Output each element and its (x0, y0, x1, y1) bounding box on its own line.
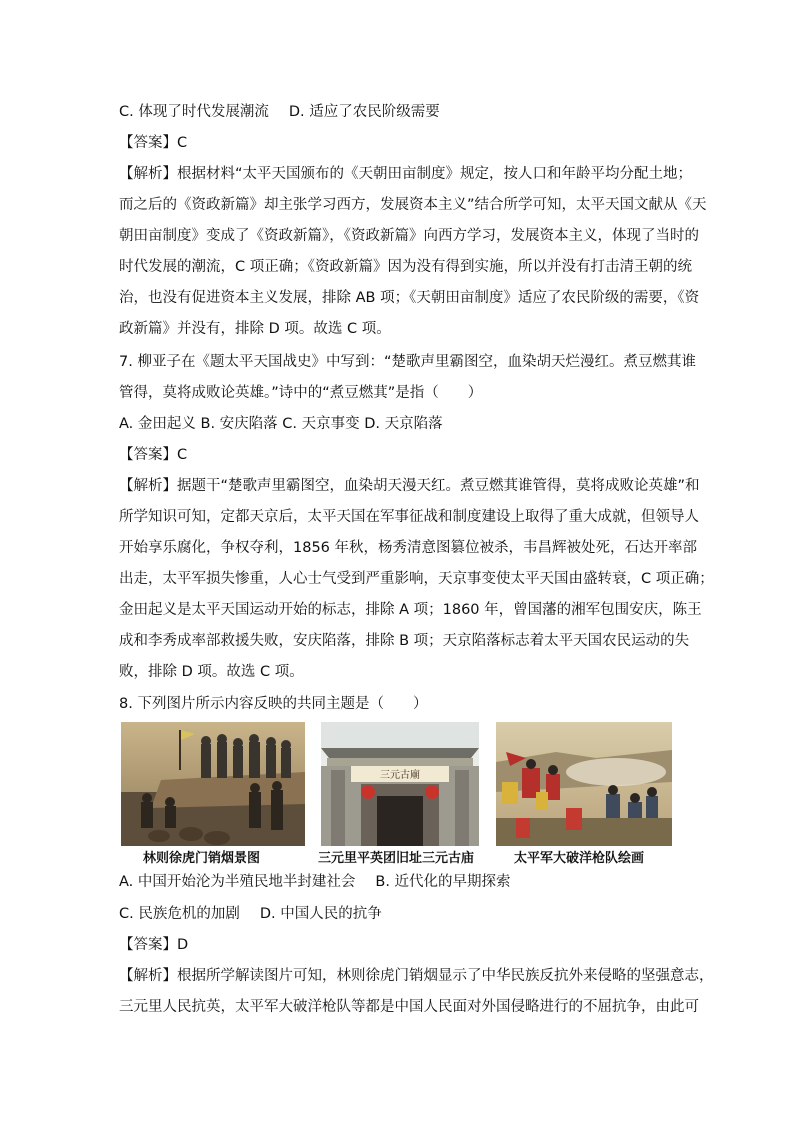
q6-analysis-line: 政新篇》并没有，排除 D 项。故选 C 项。 (119, 321, 391, 337)
q7-analysis-line: 金田起义是太平天国运动开始的标志，排除 A 项；1860 年，曾国藩的湘军包围安庆，陈王 (119, 602, 702, 618)
q7-analysis-line: 所学知识可知，定都天京后，太平天国在军事征战和制度建设上取得了重大成就，但领导人 (119, 509, 699, 525)
temple-sign-text: 三元古廟 (380, 770, 420, 781)
q7-stem-line: 7. 柳亚子在《题太平天国战史》中写到：“楚歌声里霸图空，血染胡天烂漫红。煮豆燃萁谁 (119, 354, 696, 370)
taiping-battle-painting-image (496, 722, 672, 846)
q6-analysis-line: 朝田亩制度》变成了《资政新篇》，《资政新篇》向西方学习，发展资本主义，体现了当时的 (119, 228, 699, 244)
q7-analysis-line: 成和李秀成率部救援失败，安庆陷落，排除 B 项；天京陷落标志着太平天国农民运动的失 (119, 633, 690, 649)
q7-analysis-line: 【解析】据题干“楚歌声里霸图空，血染胡天漫天红。煮豆燃萁谁管得，莫将成败论英雄”和 (119, 478, 700, 494)
q7-analysis-line: 开始享乐腐化，争权夺利，1856 年秋，杨秀清意图篡位被杀，韦昌辉被处死，石达开率部 (119, 540, 698, 556)
image-caption: 林则徐虎门销烟景图 (143, 851, 261, 866)
q7-analysis-line: 败，排除 D 项。故选 C 项。 (119, 664, 304, 680)
q7-analysis-line: 出走，太平军损失惨重，人心士气受到严重影响，天京事变使太平天国由盛转衰，C 项正确； (119, 571, 714, 587)
image-caption: 三元里平英团旧址三元古庙 (318, 851, 475, 866)
q6-analysis-line: 治，也没有促进资本主义发展，排除 AB 项；《天朝田亩制度》适应了农民阶级的需要，《资 (119, 290, 700, 306)
q8-options-cd (119, 904, 382, 924)
q7-answer: 【答案】C (119, 447, 188, 463)
q8-analysis-line: 三元里人民抗英，太平军大破洋枪队等都是中国人民面对外国侵略进行的不屈抗争，由此可 (119, 999, 699, 1015)
q6-option-d: D. 适应了农民阶级需要 (288, 104, 440, 120)
q7-stem-line: 管得，莫将成败论英雄。”诗中的“煮豆燃萁”是指（ ） (119, 385, 483, 401)
q6-option-c: C. 体现了时代发展潮流 (119, 104, 269, 120)
q6-analysis-line: 而之后的《资政新篇》却主张学习西方，发展资本主义”结合所学可知，太平天国文献从《天 (119, 197, 707, 213)
q8-options-ab (119, 872, 511, 892)
q6-options-cd (119, 102, 440, 122)
q7-options: A. 金田起义 B. 安庆陷落 C. 天京事变 D. 天京陷落 (119, 416, 443, 432)
q8-option-d: D. 中国人民的抗争 (259, 906, 382, 922)
q6-answer: 【答案】C (119, 135, 188, 151)
image-caption: 太平军大破洋枪队绘画 (514, 851, 645, 866)
q8-option-c: C. 民族危机的加剧 (119, 906, 240, 922)
q8-stem: 8. 下列图片所示内容反映的共同主题是（ ） (119, 696, 428, 712)
q8-option-a: A. 中国开始沦为半殖民地半封建社会 (119, 874, 356, 890)
q6-analysis-line: 【解析】根据材料“太平天国颁布的《天朝田亩制度》规定，按人口和年龄平均分配土地； (119, 166, 693, 182)
q8-answer: 【答案】D (119, 937, 189, 953)
humen-opium-destruction-image (121, 722, 305, 846)
q8-option-b: B. 近代化的早期探索 (375, 874, 511, 890)
q6-analysis-line: 时代发展的潮流，C 项正确；《资政新篇》因为没有得到实施，所以并没有打击清王朝的统 (119, 259, 692, 275)
sanyuan-temple-image (321, 722, 479, 846)
q8-analysis-line: 【解析】根据所学解读图片可知，林则徐虎门销烟显示了中华民族反抗外来侵略的坚强意志， (119, 968, 714, 984)
